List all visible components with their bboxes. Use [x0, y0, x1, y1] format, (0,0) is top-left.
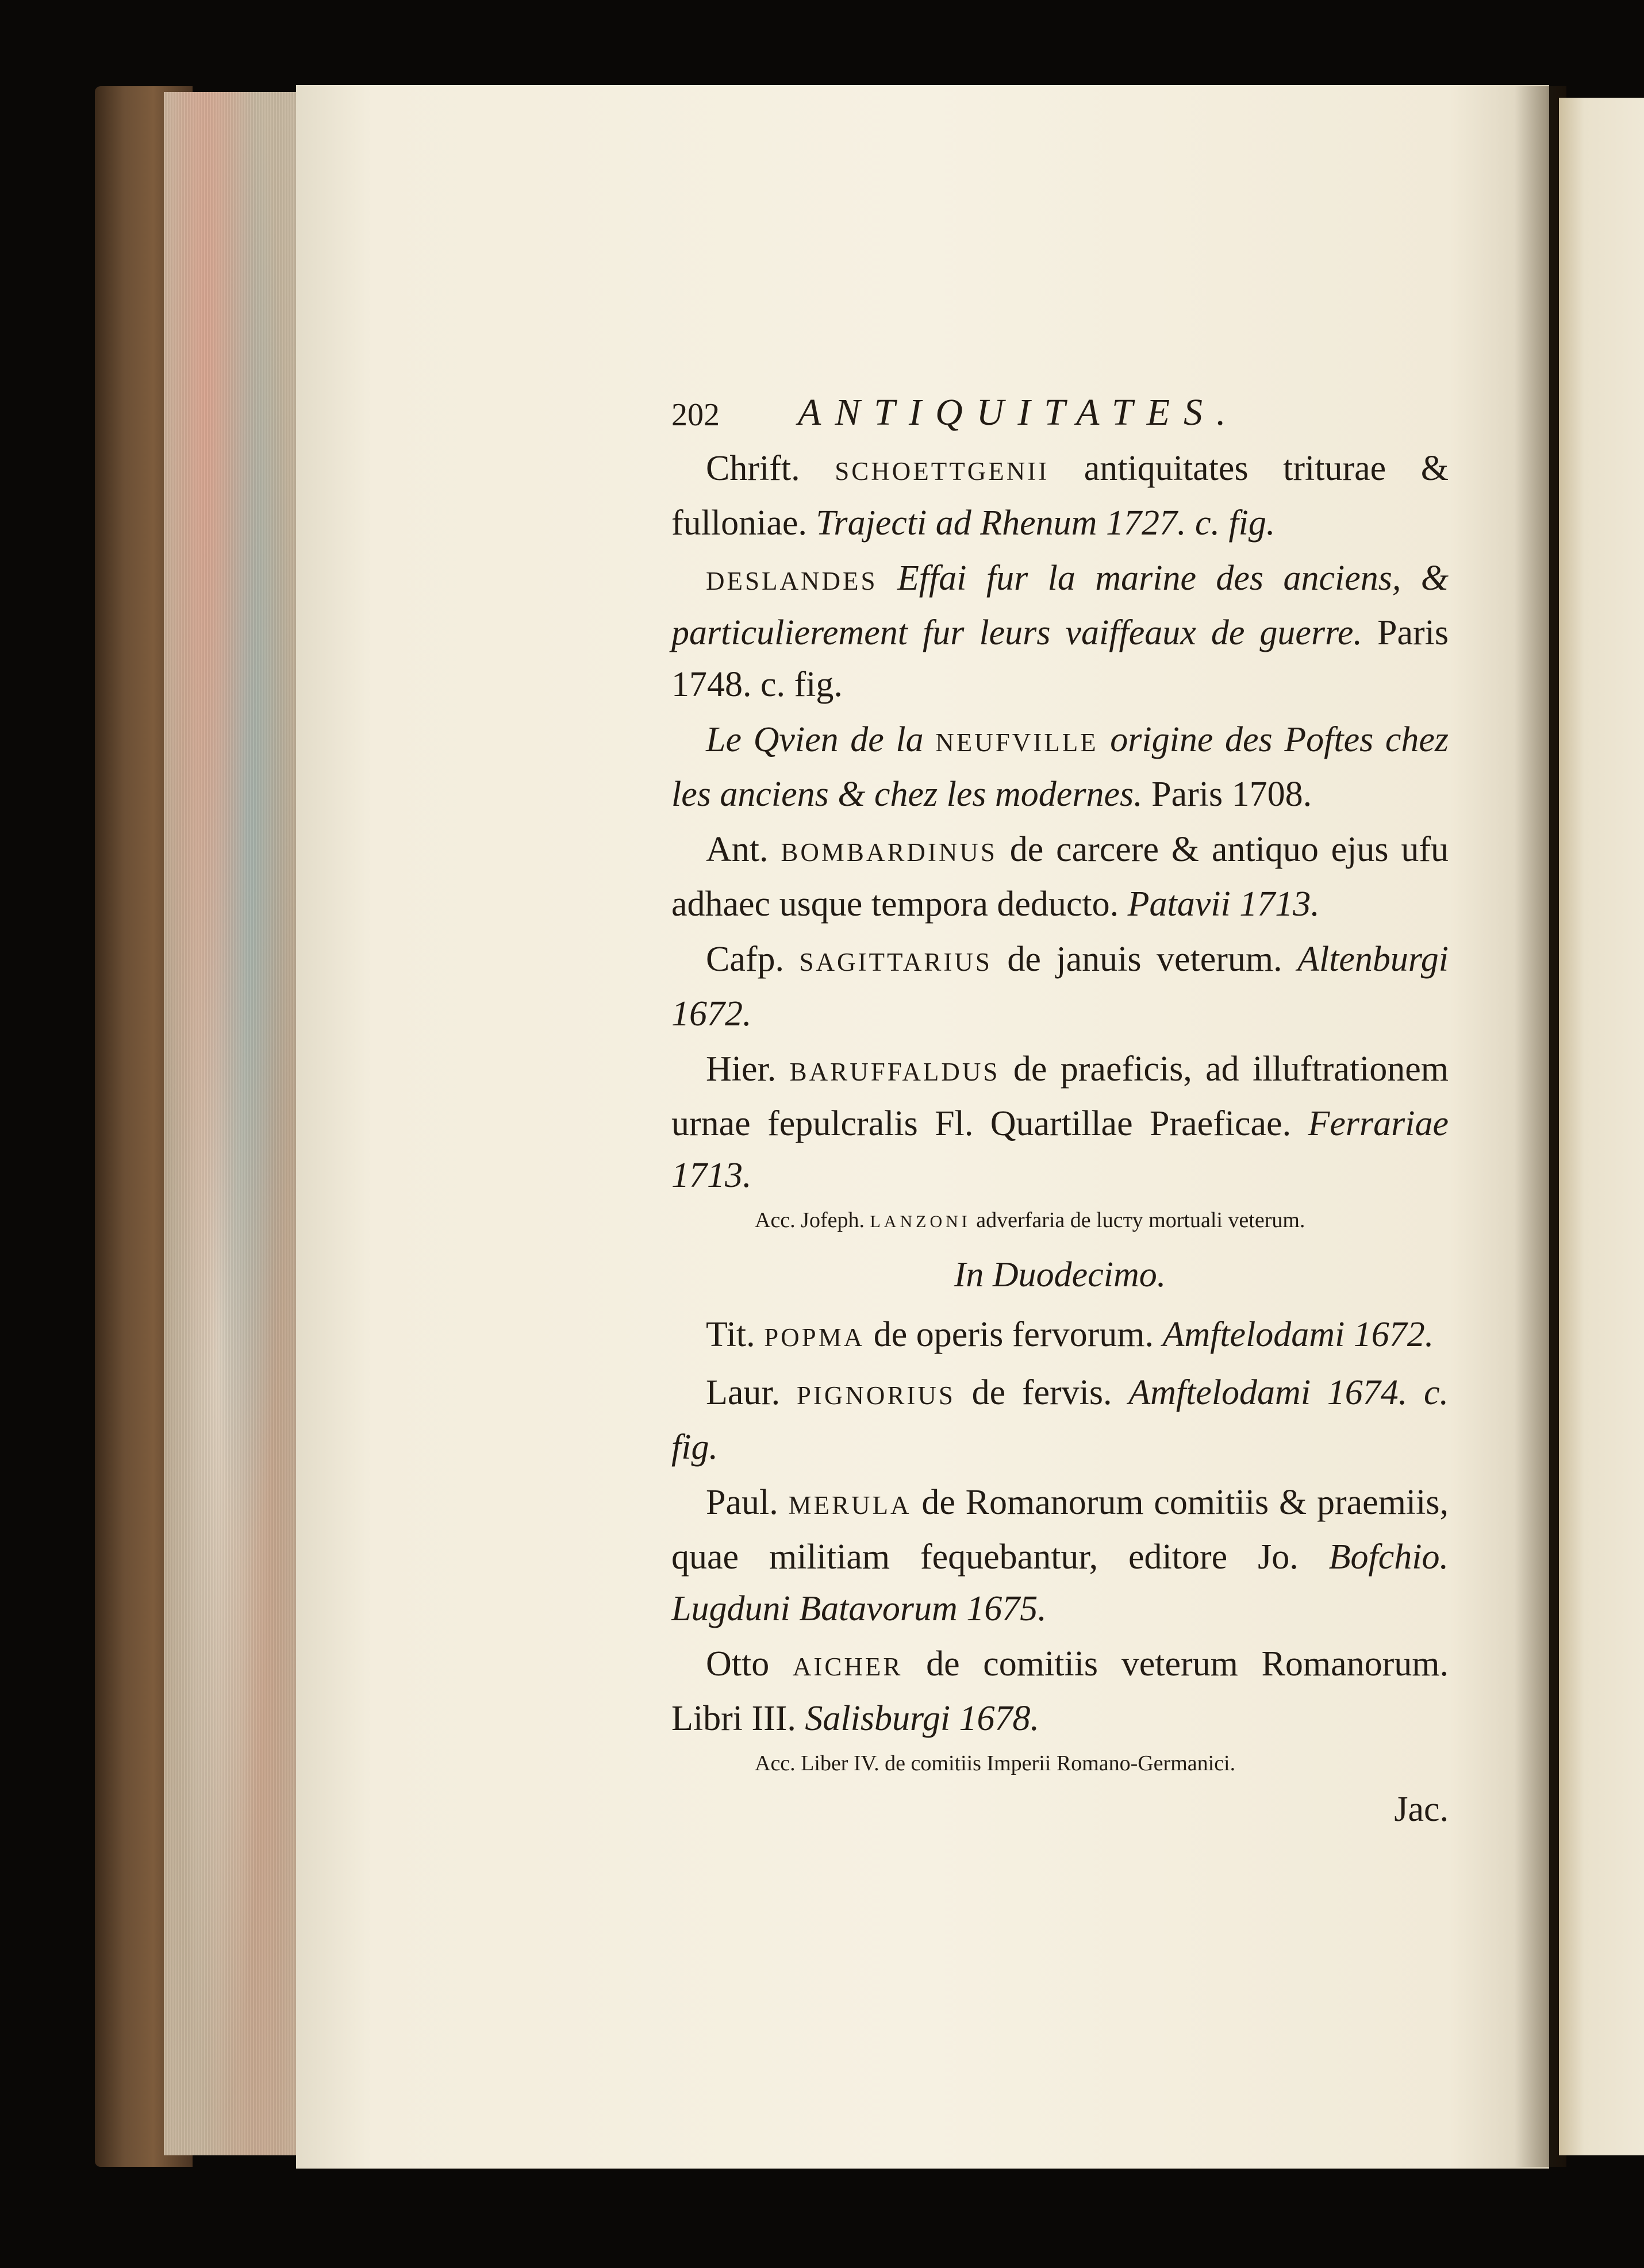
- page-text: [671, 379, 1449, 1830]
- running-title: ANTIQUITATES.: [798, 391, 1240, 433]
- facing-page-edge: [1559, 98, 1644, 2155]
- marbled-page-edges: [164, 92, 302, 2155]
- entry-neufville: Le Qvien de la NEUFVILLE origine des Poftes chez les anciens & chez les modernes. Paris 1708.: [671, 720, 1449, 814]
- entry-baruffaldus: Hier. BARUFFALDUS de praeficis, ad illuftrationem urnae fepulcralis Fl. Quartillae Praeficae. Ferrariae 1713.: [671, 1050, 1449, 1195]
- entry-bombardinus: Ant. BOMBARDINUS de carcere & antiquo ejus ufu adhaec usque tempora deducto. Patavii 1713.: [671, 830, 1449, 924]
- entry-aicher: Otto AICHER de comitiis veterum Romanorum. Libri III. Salisburgi 1678.: [671, 1644, 1449, 1738]
- entry-sagittarius: Cafp. SAGITTARIUS de januis veterum. Altenburgi 1672.: [671, 940, 1449, 1033]
- page-number: 202: [671, 397, 720, 433]
- section-heading: In Duodecimo.: [954, 1255, 1166, 1294]
- page-header: [671, 379, 1449, 443]
- entry-merula: Paul. MERULA de Romanorum comitiis & praemiis, quae militiam fequebantur, editore Jo. Bofchio. Lugduni Batavorum 1675.: [671, 1483, 1449, 1628]
- entry-deslandes: DESLANDES Effai fur la marine des anciens, & particulierement fur leurs vaiffeaux de guerre. Paris 1748. c. fig.: [671, 559, 1449, 704]
- note-liber-iv: Acc. Liber IV. de comitiis Imperii Romano-Germanici.: [755, 1751, 1236, 1775]
- entry-popma: Tit. POPMA de operis fervorum. Amftelodami 1672.: [706, 1315, 1434, 1354]
- note-lanzoni: Acc. Jofeph. LANZONI adverfaria de lucту mortuali veterum.: [755, 1208, 1305, 1232]
- catchword: Jac.: [1394, 1790, 1449, 1829]
- entry-schoettgenii: Chrift. SCHOETTGENII antiquitates triturae & fulloniae. Trajecti ad Rhenum 1727. c. fig.: [671, 449, 1449, 543]
- entry-pignorius: Laur. PIGNORIUS de fervis. Amftelodami 1674. c. fig.: [671, 1373, 1449, 1467]
